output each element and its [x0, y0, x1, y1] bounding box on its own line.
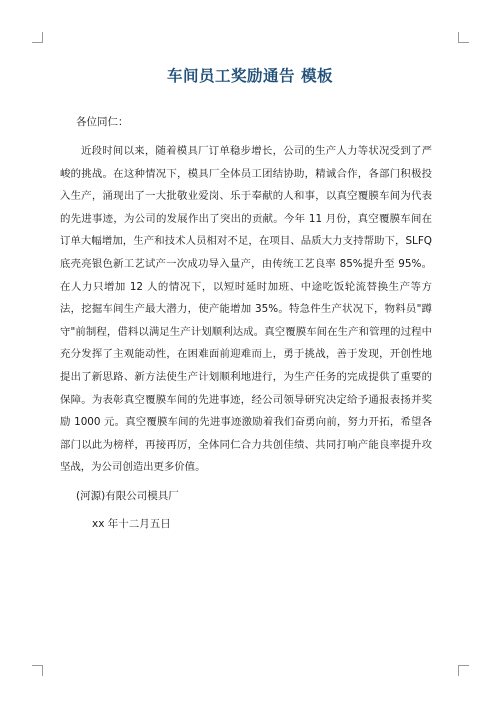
salutation: 各位同仁： — [76, 116, 129, 128]
body-paragraph: 近段时间以来，随着模具厂订单稳步增长，公司的生产人力等状况受到了严峻的挑战。在这种情况下，模具厂全体员工团结协助，精诚合作，各部门积极投入生产，涌现出了一大批敬业爱岗、乐于奉献的人和事，以真空覆膜车间为代表的先进事迹，为公司的发展作出了突出的贡献。今年 11 月份，真空覆膜车间在订单大幅增加，生产和技术人员相对不足，在项目、品质大力支持帮助下，SLFQ 底壳亮银色新工艺试产一次成功导入量产，由传统工艺良率 85%提升至 95%。在人力只增加 12 人的情况下，以短时延时加班、中途吃饭轮流替换生产等方法，挖掘车间生产最大潜力，使产能增加 35%。特急件生产状况下，物料员"蹲守"前制程，借料以满足生产计划顺利达成。真空覆膜车间在生产和管理的过程中充分发挥了主观能动性，在困难面前迎难而上，勇于挑战，善于发现，开创性地提出了新思路、新方法使生产计划顺利地进行，为生产任务的完成提供了重要的保障。为表彰真空覆膜车间的先进事迹，经公司领导研究决定给予通报表扬并奖励 1000 元。真空覆膜车间的先进事迹激励着我们奋勇向前，努力开拓，希望各部门以此为榜样，再接再厉，全体同仁合力共创佳绩、共同打响产能良率提升攻坚战，为公司创造出更多价值。 — [60, 145, 432, 474]
document-title: 车间员工奖励通告 模板 — [167, 67, 333, 85]
corner-mark-bottom-left — [32, 665, 43, 676]
corner-mark-top-left — [32, 32, 43, 43]
document-date: xx 年十二月五日 — [92, 518, 171, 530]
corner-mark-bottom-right — [458, 665, 469, 676]
corner-mark-top-right — [458, 32, 469, 43]
signature: (河源)有限公司模具厂 — [76, 490, 179, 502]
